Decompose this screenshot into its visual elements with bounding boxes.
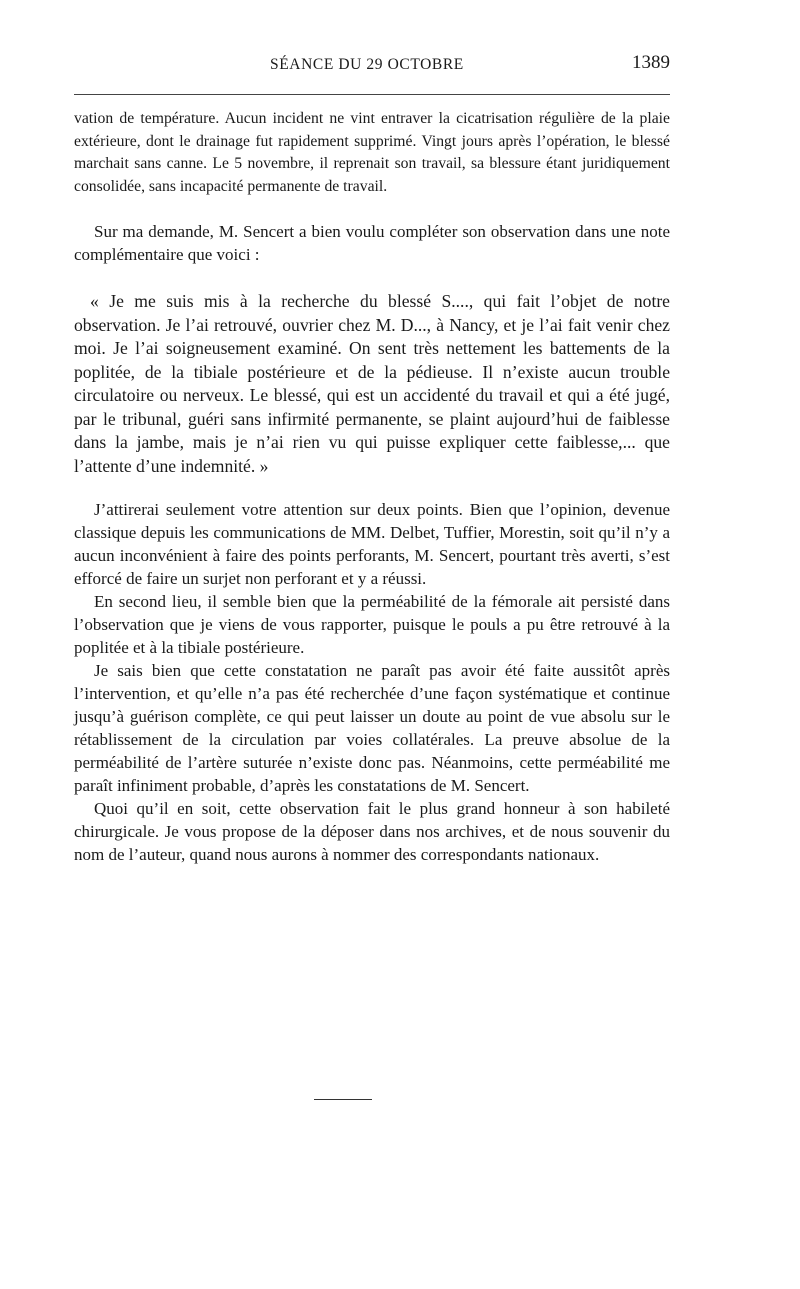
header-title: SÉANCE DU 29 OCTOBRE <box>270 56 464 73</box>
page-number: 1389 <box>632 52 670 73</box>
paragraph-quote: « Je me suis mis à la recherche du blessé S...., qui fait l’objet de notre observation. Je l’ai retrouvé, ouvrier chez M. D..., à Nancy, et je l’ai fait venir chez moi. Je l’ai soigneusement examiné. On sent très nettement les battements de la poplitée, de la tibiale postérieure et de la pédieuse. Il n’existe aucun trouble circulatoire ou nerveux. Le blessé, qui est un accidenté du travail et qui a été jugé, par le tribunal, guéri sans infirmité permanente, se plaint aujourd’hui de faiblesse dans la jambe, mais je n’ai rien vu qui puisse expliquer cette faiblesse,... que l’attente d’une indemnité. » <box>74 291 670 476</box>
running-header <box>74 52 670 78</box>
paragraph-second-point: En second lieu, il semble bien que la perméabilité de la fémorale ait persisté dans l’observation que je viens de vous rapporter, puisque le pouls a pu être retrouvé à la poplitée et à la tibiale postérieure. <box>74 592 670 657</box>
paragraph-first-point: J’attirerai seulement votre attention sur deux points. Bien que l’opinion, devenue classique depuis les communications de MM. Delbet, Tuffier, Morestin, soit qu’il n’y a aucun inconvénient à faire des points perforants, M. Sencert, pourtant très averti, s’est efforcé de faire un surjet non perforant et y a réussi. <box>74 500 670 588</box>
end-rule <box>314 1099 372 1100</box>
header-rule <box>74 94 670 95</box>
paragraph-doubt: Je sais bien que cette constatation ne paraît pas avoir été faite aussitôt après l’intervention, et qu’elle n’a pas été recherchée d’une façon systématique et continue jusqu’à guérison complète, ce qui peut laisser un doute au point de vue absolu sur le rétablissement de la circulation par voies collatérales. La preuve absolue de la perméabilité de l’artère suturée n’existe donc pas. Néanmoins, cette perméabilité me paraît infiniment probable, d’après les constatations de M. Sencert. <box>74 661 670 795</box>
paragraph-conclusion: Quoi qu’il en soit, cette observation fait le plus grand honneur à son habileté chirurgicale. Je vous propose de la déposer dans nos archives, et de nous souvenir du nom de l’auteur, quand nous aurons à nommer des correspondants nationaux. <box>74 799 670 864</box>
paragraph-continuation: vation de température. Aucun incident ne vint entraver la cicatrisation régulière de la plaie extérieure, dont le drainage fut rapidement supprimé. Vingt jours après l’opération, le blessé marchait sans canne. Le 5 novembre, il reprenait son travail, sa blessure étant juridiquement consolidée, sans incapacité permanente de travail. <box>74 110 670 195</box>
body-text <box>74 108 670 866</box>
paragraph-request: Sur ma demande, M. Sencert a bien voulu compléter son observation dans une note complémentaire que voici : <box>74 222 670 264</box>
